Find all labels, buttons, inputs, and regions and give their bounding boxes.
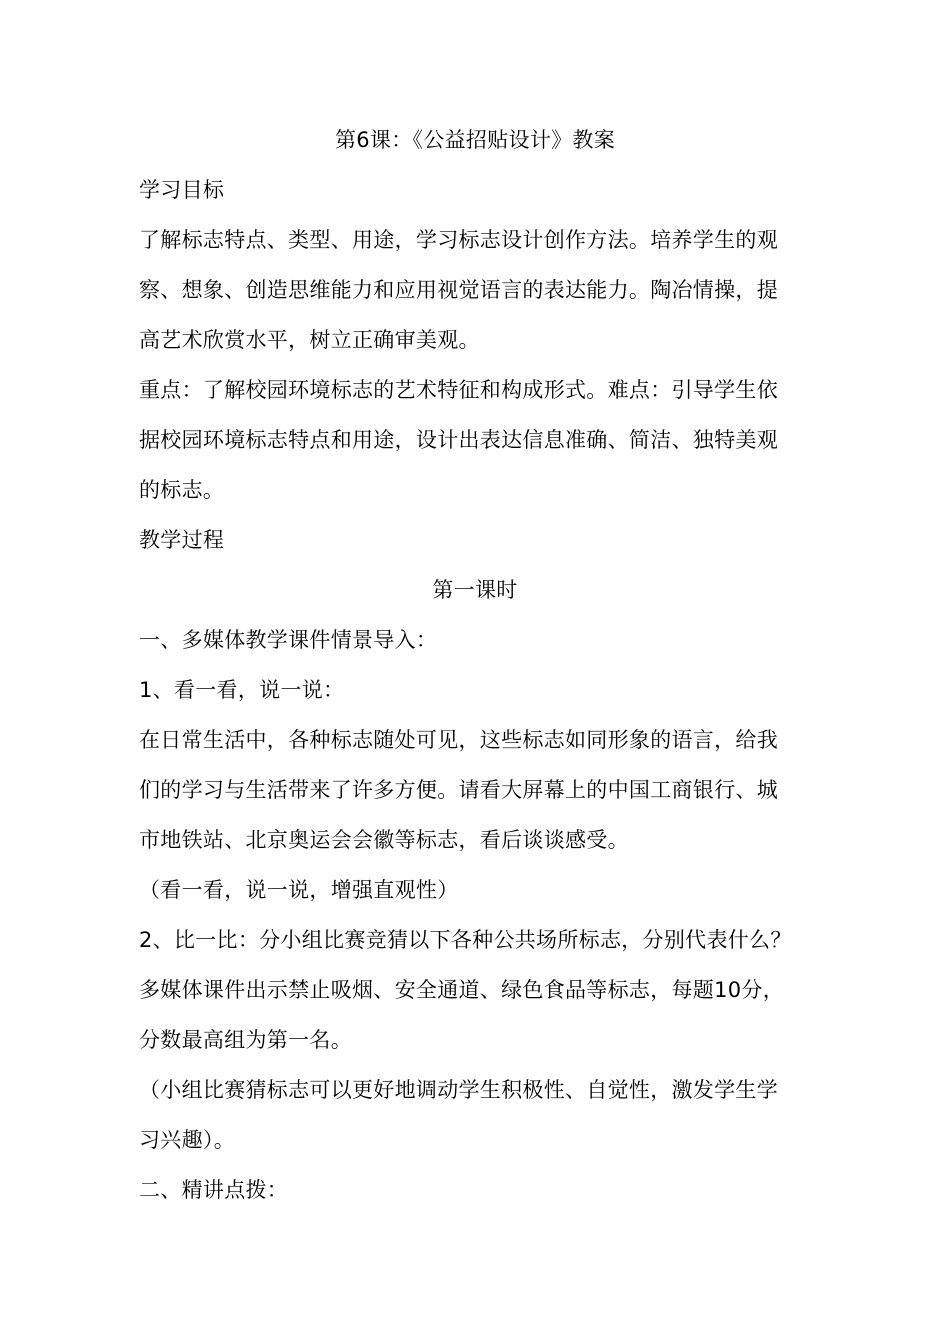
paragraph-line: 据校园环境标志特点和用途，设计出表达信息准确、简洁、独特美观 [139, 428, 778, 452]
paragraph-line: 重点：了解校园环境标志的艺术特征和构成形式。难点：引导学生依 [139, 378, 778, 402]
paragraph-note: （看一看，说一说，增强直观性） [139, 878, 459, 902]
paragraph-line: 高艺术欣赏水平，树立正确审美观。 [139, 328, 480, 352]
paragraph-line: 们的学习与生活带来了许多方便。请看大屏幕上的中国工商银行、城 [139, 778, 778, 802]
paragraph-line: 分数最高组为第一名。 [139, 1028, 352, 1052]
paragraph-line: 的标志。 [139, 478, 225, 502]
section-heading-instruction: 二、精讲点拨： [139, 1178, 289, 1202]
document-title: 第6课：《公益招贴设计》教案 [334, 128, 616, 152]
paragraph-note: 习兴趣）。 [139, 1128, 235, 1152]
paragraph-line: 市地铁站、北京奥运会会徽等标志，看后谈谈感受。 [139, 828, 629, 852]
paragraph-line: 在日常生活中，各种标志随处可见，这些标志如同形象的语言，给我 [139, 728, 778, 752]
paragraph-line: 了解标志特点、类型、用途，学习标志设计创作方法。培养学生的观 [139, 228, 778, 252]
paragraph-line: 多媒体课件出示禁止吸烟、安全通道、绿色食品等标志，每题10分， [139, 978, 785, 1002]
subsection-heading: 1、看一看，说一说： [139, 678, 345, 702]
paragraph-line: 察、想象、创造思维能力和应用视觉语言的表达能力。陶冶情操，提 [139, 278, 778, 302]
section-heading-objectives: 学习目标 [139, 178, 225, 202]
section-heading-intro: 一、多媒体教学课件情景导入： [139, 628, 438, 652]
lesson-period-heading: 第一课时 [432, 578, 518, 602]
paragraph-note: （小组比赛猜标志可以更好地调动学生积极性、自觉性，激发学生学 [139, 1078, 778, 1102]
subsection-heading: 2、比一比：分小组比赛竞猜以下各种公共场所标志，分别代表什么？ [139, 928, 792, 952]
section-heading-process: 教学过程 [139, 528, 225, 552]
